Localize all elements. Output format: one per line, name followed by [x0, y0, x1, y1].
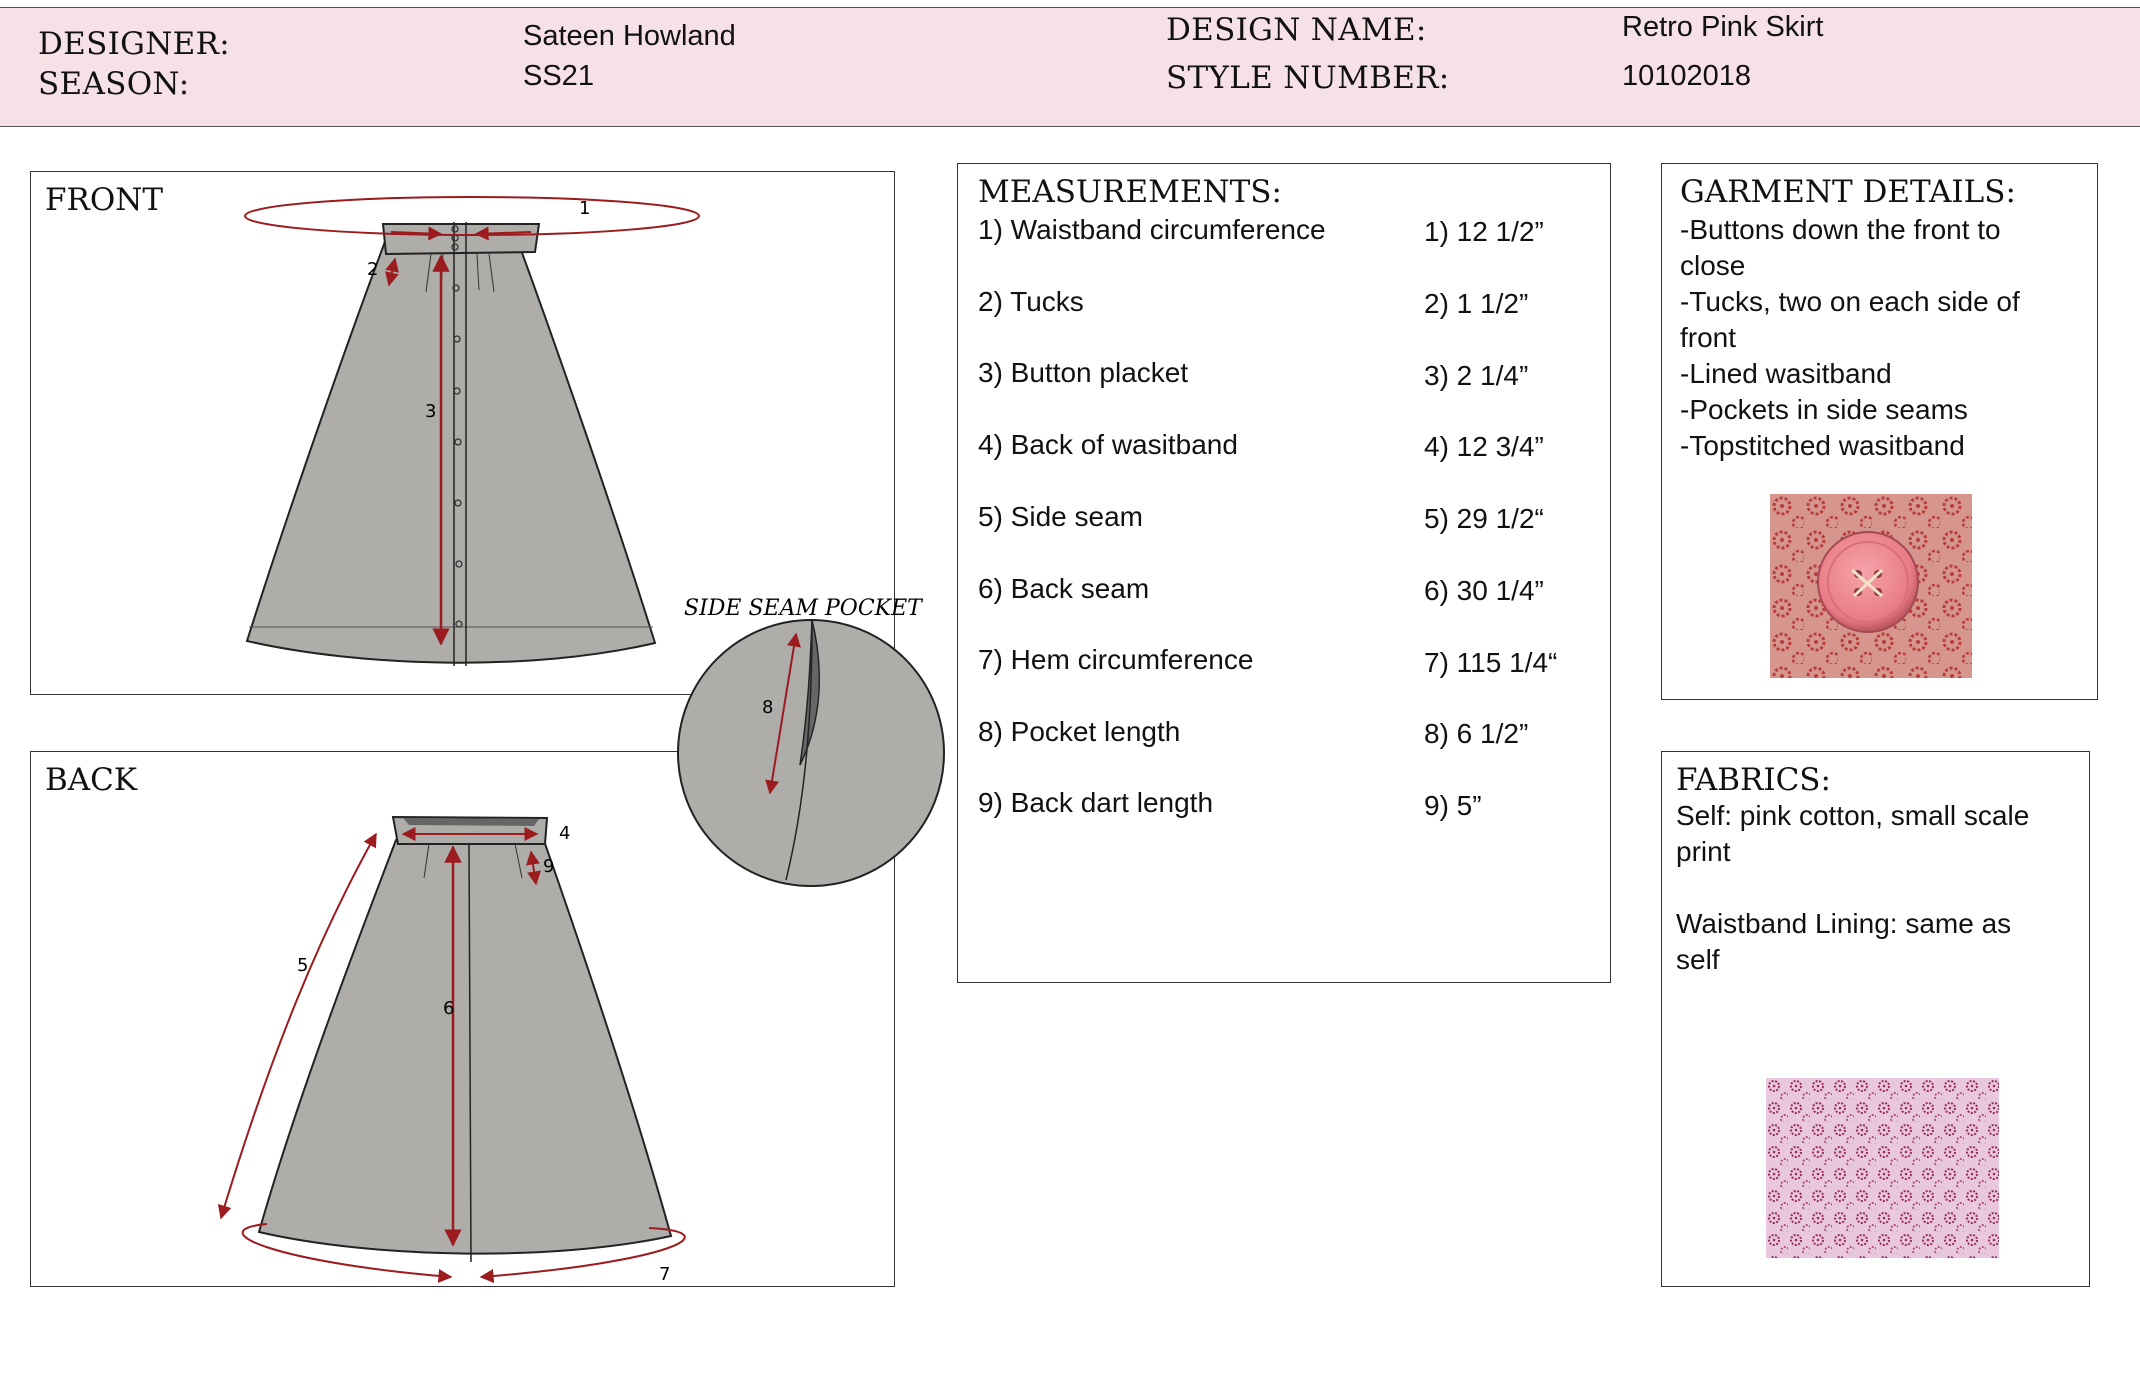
fabric-line: self [1676, 944, 1720, 975]
measurement-label-1: 1) Waistband circumference [978, 214, 1326, 245]
measurement-label-2: 2) Tucks [978, 286, 1084, 317]
detail-line: -Topstitched wasitband [1680, 430, 1965, 461]
season-value: SS21 [523, 60, 594, 92]
fabric-line [1676, 870, 2029, 906]
measurement-value-2: 2) 1 1/2” [1424, 288, 1529, 319]
callout-9: 9 [543, 856, 555, 877]
detail-line: -Tucks, two on each side of [1680, 286, 2020, 317]
callout-2: 2 [367, 259, 379, 280]
measurement-value-9: 9) 5” [1424, 790, 1482, 821]
fabric-line: Self: pink cotton, small scale [1676, 800, 2030, 831]
front-title: FRONT [45, 182, 164, 218]
fabrics-title: FABRICS: [1676, 762, 1831, 798]
callout-7: 7 [659, 1264, 671, 1285]
fabric-line: Waistband Lining: same as [1676, 908, 2012, 939]
measurement-label-9: 9) Back dart length [978, 787, 1214, 818]
designer-label: DESIGNER: [38, 26, 230, 62]
callout-6: 6 [443, 998, 455, 1019]
measurement-label-6: 6) Back seam [978, 573, 1150, 604]
garment-details-list [1680, 212, 2020, 464]
measurement-label-7: 7) Hem circumference [978, 644, 1254, 675]
detail-line: -Lined wasitband [1680, 358, 1892, 389]
measurement-value-3: 3) 2 1/4” [1424, 360, 1529, 391]
measurements-title: MEASUREMENTS: [978, 174, 1282, 210]
garment-details-panel [1661, 163, 2098, 700]
measurement-label-3: 3) Button placket [978, 357, 1189, 388]
callout-3: 3 [425, 401, 437, 422]
measurement-label-8: 8) Pocket length [978, 716, 1181, 747]
measurement-value-7: 7) 115 1/4“ [1424, 647, 1558, 678]
garment-details-title: GARMENT DETAILS: [1680, 174, 2016, 210]
callout-8: 8 [762, 697, 774, 718]
detail-line: -Pockets in side seams [1680, 394, 1968, 425]
design-name-value: Retro Pink Skirt [1622, 11, 1824, 43]
button-swatch-image [1770, 494, 1972, 678]
design-name-label: DESIGN NAME: [1166, 12, 1427, 48]
pocket-title: SIDE SEAM POCKET [684, 596, 922, 621]
fabrics-list [1676, 798, 2029, 978]
measurement-label-4: 4) Back of wasitband [978, 429, 1238, 460]
measurement-value-1: 1) 12 1/2” [1424, 216, 1544, 247]
callout-5: 5 [297, 955, 309, 976]
fabrics-panel [1661, 751, 2090, 1287]
season-label: SEASON: [38, 66, 190, 102]
fabric-line: print [1676, 836, 1731, 867]
fabric-swatch-image [1766, 1078, 1999, 1258]
callout-1: 1 [579, 198, 591, 219]
measurement-value-5: 5) 29 1/2“ [1424, 503, 1544, 534]
designer-value: Sateen Howland [523, 20, 736, 52]
measurement-value-6: 6) 30 1/4” [1424, 575, 1544, 606]
back-title: BACK [45, 762, 138, 798]
measurement-value-4: 4) 12 3/4” [1424, 431, 1544, 462]
detail-line: front [1680, 322, 1737, 353]
measurements-panel [957, 163, 1611, 983]
spec-header [0, 7, 2140, 127]
measurement-value-8: 8) 6 1/2” [1424, 718, 1529, 749]
style-number-value: 10102018 [1622, 60, 1752, 92]
side-seam-pocket-detail [672, 590, 952, 890]
style-number-label: STYLE NUMBER: [1166, 60, 1450, 96]
measurement-label-5: 5) Side seam [978, 501, 1143, 532]
callout-4: 4 [559, 823, 571, 844]
detail-line: -Buttons down the front to [1680, 214, 2001, 245]
detail-line: close [1680, 250, 1746, 281]
